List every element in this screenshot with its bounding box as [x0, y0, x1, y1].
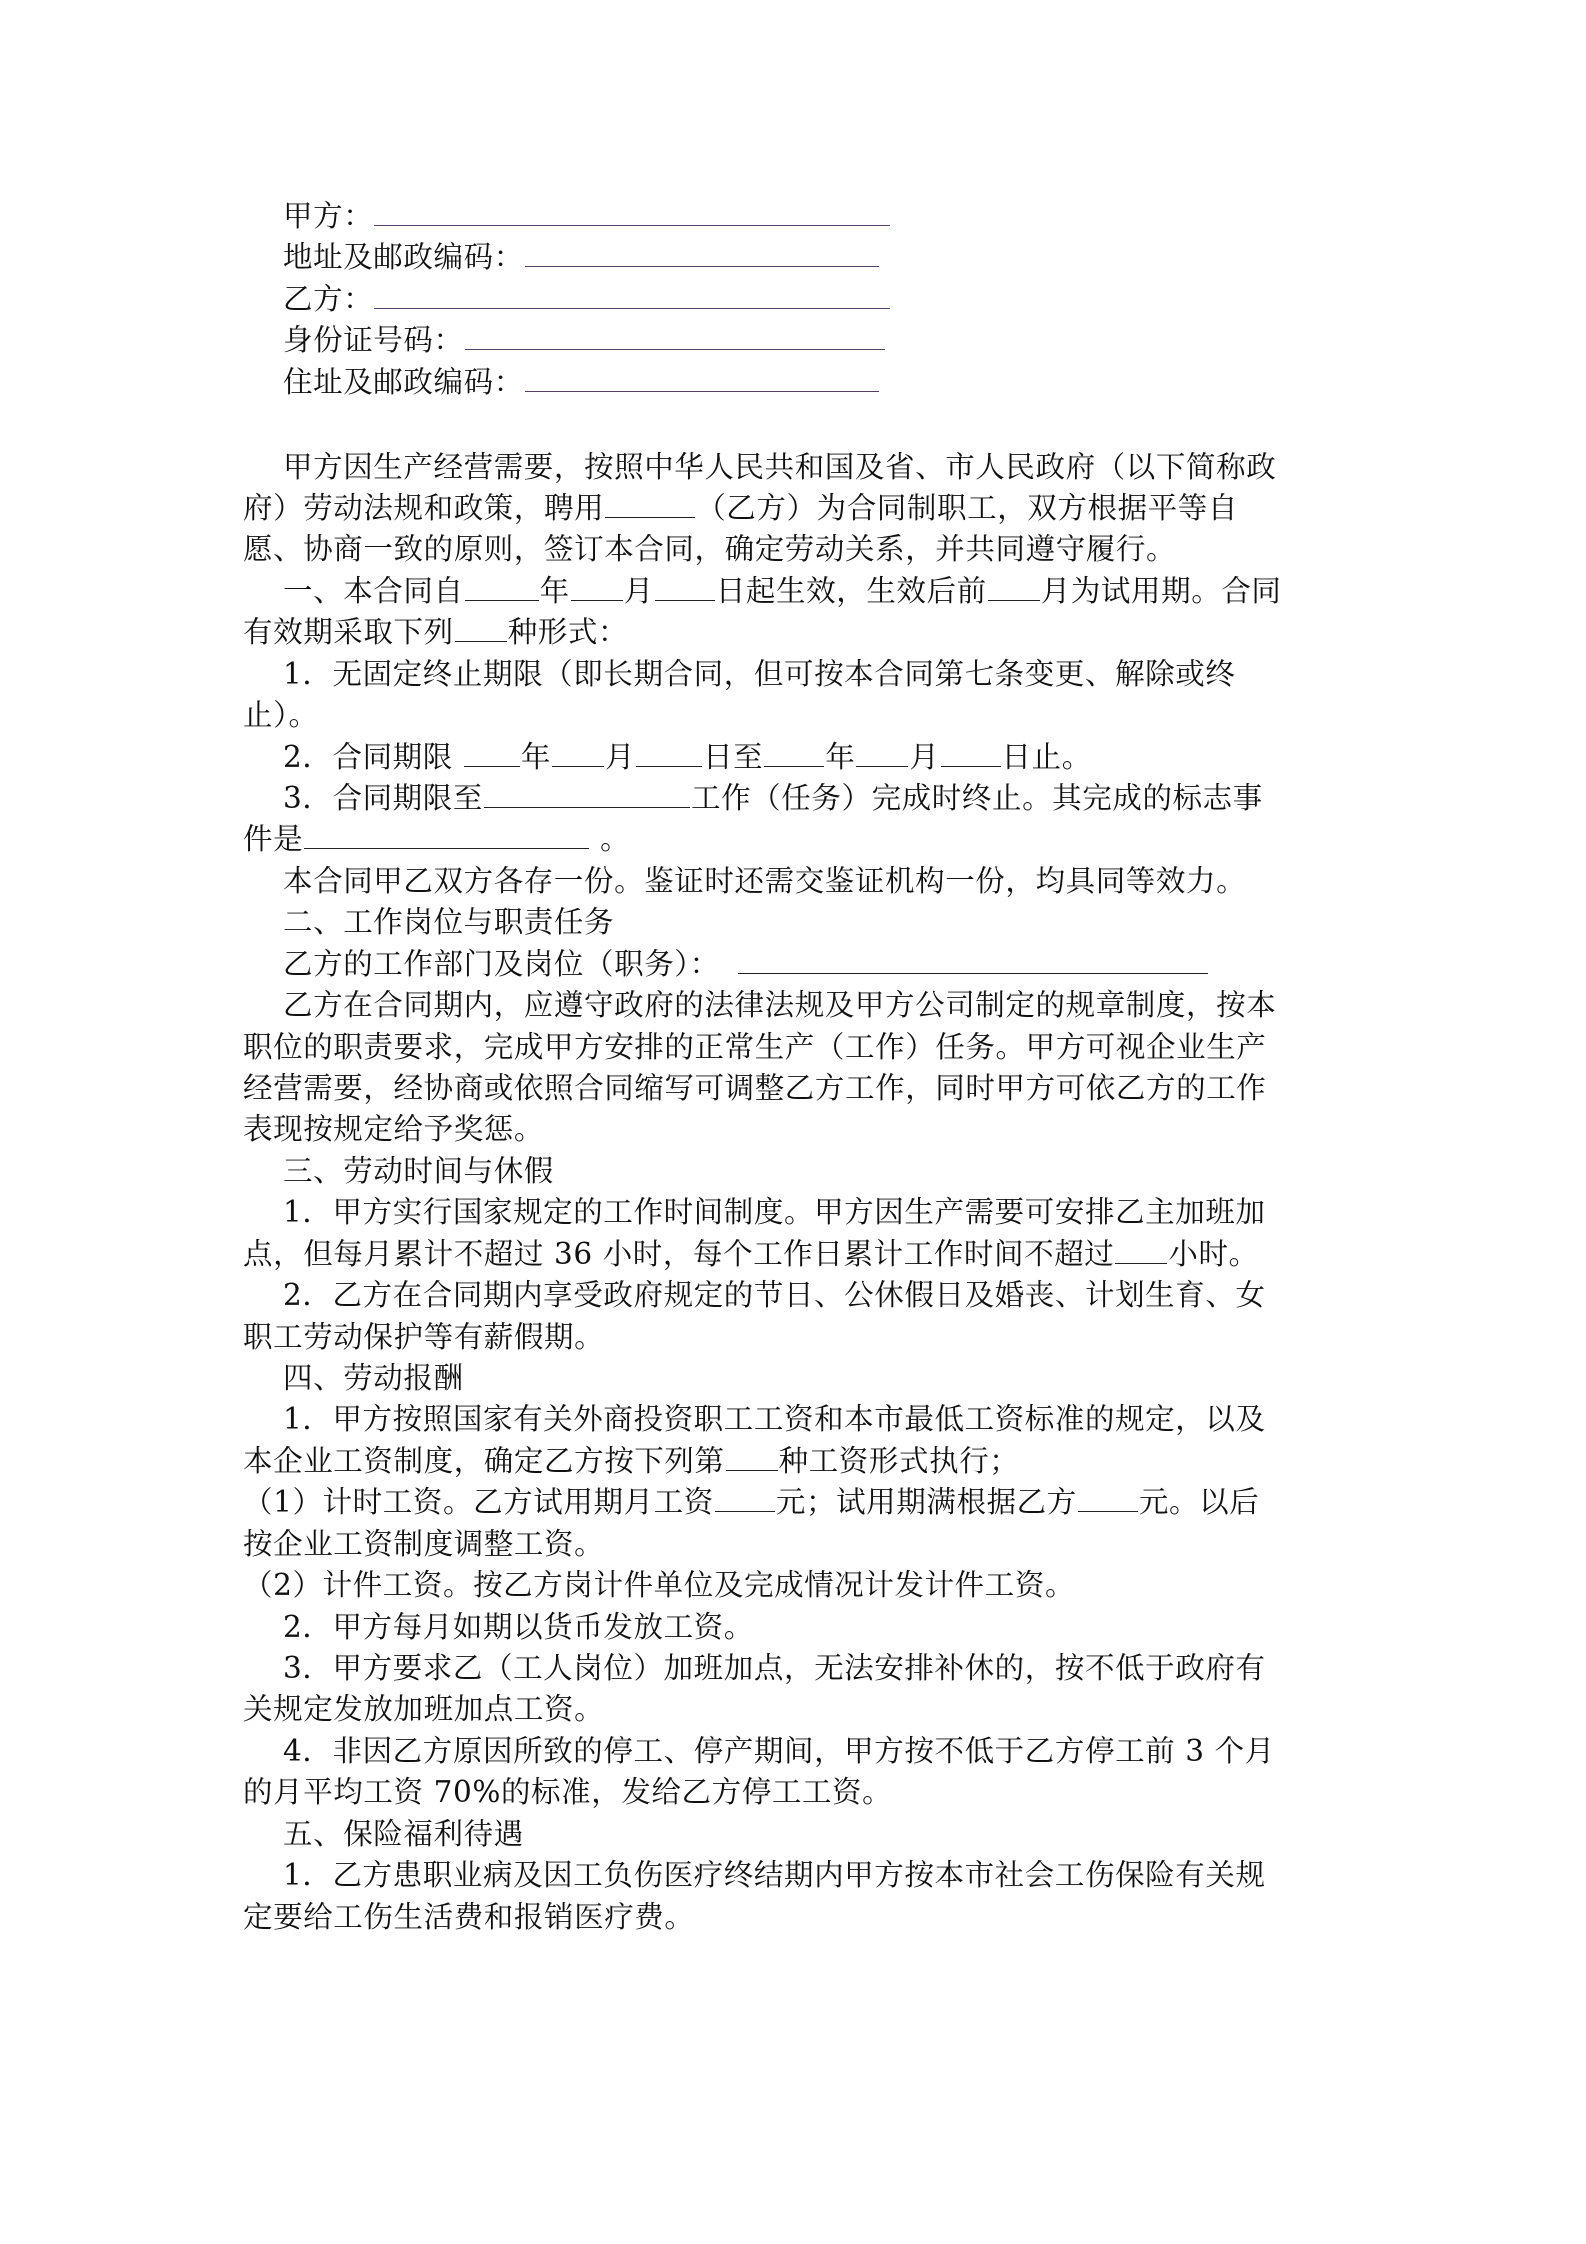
- text-span: 2．乙方在合同期内享受政府规定的节日、公休假日及婚丧、计划生育、女: [283, 1278, 1266, 1312]
- text-span: （1）计时工资。乙方试用期月工资: [243, 1485, 714, 1519]
- party-b-id-line: [283, 319, 886, 361]
- text-span: 年: [520, 740, 551, 774]
- text-span: 3．甲方要求乙（工人岗位）加班加点，无法安排补休的，按不低于政府有: [283, 1651, 1266, 1685]
- text-span: 日起生效，生效后前: [715, 574, 987, 608]
- text-span: 4．非因乙方原因所致的停工、停产期间，甲方按不低于乙方停工前 3 个月: [283, 1734, 1275, 1768]
- text-span: 关规定发放加班加点工资。: [243, 1692, 605, 1726]
- text-span: 本企业工资制度，确定乙方按下列第: [243, 1444, 725, 1478]
- text-line: [283, 777, 1263, 819]
- blank-term-end-year[interactable]: [764, 738, 824, 767]
- text-span: 一、本合同自: [283, 574, 464, 608]
- text-span: 1．无固定终止期限（即长期合同，但可按本合同第七条变更、解除或终: [283, 657, 1236, 691]
- blank-term-start-day[interactable]: [636, 738, 702, 767]
- text-span: 2．合同期限: [283, 740, 463, 774]
- text-line: [243, 694, 319, 736]
- text-line: [243, 1523, 604, 1565]
- text-line: [283, 653, 1235, 695]
- text-span: 工作（任务）完成时终止。其完成的标志事: [690, 781, 1263, 815]
- party-b-address-label: 住址及邮政编码：: [283, 365, 524, 399]
- text-line: [243, 1108, 544, 1150]
- text-line: [243, 1233, 1259, 1275]
- text-line: [283, 736, 1092, 778]
- text-span: 种形式：: [507, 615, 629, 649]
- text-span: 小时。: [1168, 1237, 1259, 1271]
- blank-term-end-day[interactable]: [941, 738, 1001, 767]
- text-span: 乙方的工作部门及岗位（职务）：: [283, 947, 720, 981]
- text-line: [283, 1191, 1266, 1233]
- blank-daily-hours[interactable]: [1115, 1235, 1167, 1264]
- text-span: 四、劳动报酬: [283, 1361, 464, 1395]
- text-span: 月: [604, 740, 636, 774]
- text-span: 元；试用期满根据乙方: [775, 1485, 1077, 1519]
- text-line: [283, 1854, 1266, 1896]
- party-b-address-line: [283, 361, 880, 403]
- text-line: [243, 1067, 1266, 1109]
- text-line: [243, 1481, 1259, 1523]
- section-heading: [283, 1813, 524, 1855]
- text-span: 1．乙方患职业病及因工负伤医疗终结期内甲方按本市社会工伤保险有关规: [283, 1858, 1266, 1892]
- blank-probation-wage[interactable]: [715, 1483, 775, 1512]
- party-b-id-label: 身份证号码：: [283, 323, 464, 357]
- text-line: [243, 1440, 1019, 1482]
- text-span: 按企业工资制度调整工资。: [243, 1527, 605, 1561]
- text-span: 点，但每月累计不超过 36 小时，每个工作日累计工作时间不超过: [243, 1237, 1115, 1271]
- text-span: 1．甲方按照国家有关外商投资职工工资和本市最低工资标准的规定，以及: [283, 1402, 1266, 1436]
- section-heading: [283, 901, 614, 943]
- section-heading: [283, 1150, 554, 1192]
- blank-term-end-month[interactable]: [856, 738, 908, 767]
- text-span: 止）。: [243, 698, 319, 732]
- blank-start-month[interactable]: [571, 572, 623, 601]
- text-span: （乙方）为合同制职工，双方根据平等自: [696, 491, 1239, 525]
- text-span: 种工资形式执行；: [778, 1444, 1020, 1478]
- section-heading: [283, 1357, 464, 1399]
- text-line: [243, 487, 1238, 529]
- text-span: 表现按规定给予奖惩。: [243, 1112, 545, 1146]
- party-a-line: [283, 195, 891, 237]
- party-a-address-line: [283, 236, 880, 278]
- blank-regular-wage[interactable]: [1078, 1483, 1138, 1512]
- text-line: [243, 1688, 604, 1730]
- blank-wage-form[interactable]: [726, 1442, 778, 1471]
- party-b-label: 乙方：: [283, 282, 374, 316]
- text-span: 定要给工伤生活费和报销医疗费。: [243, 1900, 695, 1934]
- text-span: 月: [623, 574, 654, 608]
- text-line: [243, 1316, 604, 1358]
- text-span: （2）计件工资。按乙方岗计件单位及完成情况计发计件工资。: [243, 1568, 1076, 1602]
- party-b-address-blank[interactable]: [525, 361, 879, 392]
- blank-start-day[interactable]: [655, 572, 715, 601]
- text-span: 日止。: [1001, 740, 1092, 774]
- text-line: [283, 1730, 1275, 1772]
- party-a-blank[interactable]: [374, 195, 890, 226]
- text-span: 二、工作岗位与职责任务: [283, 905, 615, 939]
- text-span: 件是: [243, 822, 304, 856]
- text-line: [283, 984, 1276, 1026]
- party-b-blank[interactable]: [374, 278, 890, 309]
- text-span: 的月平均工资 70%的标准，发给乙方停工工资。: [243, 1775, 893, 1809]
- blank-probation-months[interactable]: [988, 572, 1040, 601]
- text-line: [243, 1026, 1266, 1068]
- text-span: 月: [909, 740, 940, 774]
- text-line: [283, 1647, 1266, 1689]
- text-span: 府）劳动法规和政策，聘用: [243, 491, 605, 525]
- text-span: 五、保险福利待遇: [283, 1817, 524, 1851]
- text-line: [283, 943, 1209, 985]
- text-span: 月为试用期。合同: [1040, 574, 1282, 608]
- text-span: 职工劳动保护等有薪假期。: [243, 1320, 605, 1354]
- party-a-label: 甲方：: [283, 199, 374, 233]
- text-span: 经营需要，经协商或依照合同缩写可调整乙方工作，同时甲方可依乙方的工作: [243, 1071, 1267, 1105]
- text-span: 。: [590, 822, 631, 856]
- text-line: [283, 860, 1246, 902]
- text-span: 愿、协商一致的原则，签订本合同，确定劳动关系，并共同遵守履行。: [243, 532, 1177, 566]
- text-line: [283, 446, 1276, 488]
- text-span: 职位的职责要求，完成甲方安排的正常生产（工作）任务。甲方可视企业生产: [243, 1030, 1267, 1064]
- text-line: [283, 1606, 754, 1648]
- blank-department-position[interactable]: [738, 945, 1208, 974]
- text-span: 甲方因生产经营需要，按照中华人民共和国及省、市人民政府（以下简称政: [283, 450, 1277, 484]
- text-line: [243, 611, 628, 653]
- text-line: [283, 1398, 1266, 1440]
- blank-term-form[interactable]: [455, 613, 507, 642]
- text-line: [243, 528, 1176, 570]
- party-a-address-blank[interactable]: [525, 236, 879, 267]
- party-b-line: [283, 278, 891, 320]
- blank-term-start-month[interactable]: [552, 738, 604, 767]
- text-line: [283, 1274, 1266, 1316]
- party-b-id-blank[interactable]: [465, 319, 885, 350]
- text-line: [283, 570, 1282, 612]
- text-span: 年: [825, 740, 856, 774]
- blank-completion-event[interactable]: [304, 820, 589, 849]
- text-span: 日至: [703, 740, 764, 774]
- blank-employee-name[interactable]: [605, 489, 695, 518]
- text-span: 本合同甲乙双方各存一份。鉴证时还需交鉴证机构一份，均具同等效力。: [283, 864, 1247, 898]
- text-line: [243, 1896, 695, 1938]
- text-span: 3．合同期限至: [283, 781, 483, 815]
- blank-start-year[interactable]: [465, 572, 539, 601]
- text-span: 年: [539, 574, 570, 608]
- text-line: [243, 1771, 892, 1813]
- text-line: [243, 1564, 1075, 1606]
- text-span: 乙方在合同期内，应遵守政府的法律法规及甲方公司制定的规章制度，按本: [283, 988, 1277, 1022]
- text-span: 有效期采取下列: [243, 615, 454, 649]
- blank-term-start-year[interactable]: [464, 738, 520, 767]
- text-line: [243, 818, 630, 860]
- party-a-address-label: 地址及邮政编码：: [283, 240, 524, 274]
- text-span: 三、劳动时间与休假: [283, 1154, 554, 1188]
- text-span: 1．甲方实行国家规定的工作时间制度。甲方因生产需要可安排乙主加班加: [283, 1195, 1266, 1229]
- text-span: 2．甲方每月如期以货币发放工资。: [283, 1610, 754, 1644]
- blank-task-term[interactable]: [484, 779, 690, 808]
- text-span: 元。以后: [1138, 1485, 1260, 1519]
